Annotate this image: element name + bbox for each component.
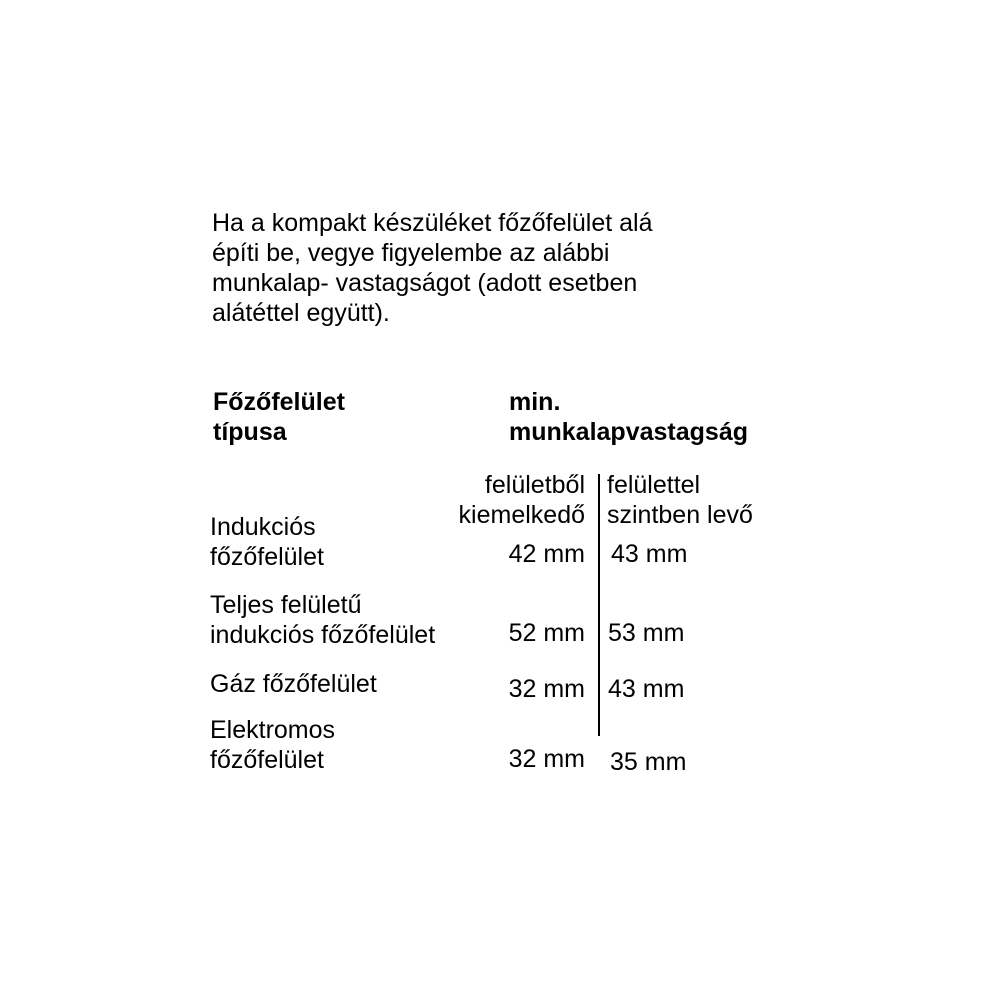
intro-paragraph (212, 208, 772, 328)
header-min-thickness: min. munkalapvastagság (509, 388, 748, 446)
row-raised-value: 52 mm (508, 619, 585, 647)
row-type-electric: Elektromos főzőfelület (210, 716, 336, 774)
row-raised-value: 32 mm (508, 745, 585, 773)
intro-line: építi be, vegye figyelembe az alábbi (212, 239, 610, 267)
subheader-flush: felülettel szintben levő (607, 471, 753, 529)
row-raised-value: 42 mm (508, 540, 585, 568)
column-divider (598, 474, 600, 736)
intro-line: munkalap- vastagságot (adott esetben (212, 269, 638, 297)
subheader-raised: felületből kiemelkedő (458, 471, 585, 529)
row-flush-value: 35 mm (610, 748, 687, 776)
row-flush-value: 53 mm (608, 619, 685, 647)
row-flush-value: 43 mm (611, 540, 688, 568)
row-type-induction: Indukciós főzőfelület (210, 513, 324, 571)
intro-line: Ha a kompakt készüléket főzőfelület alá (212, 209, 653, 237)
row-type-full-induction: Teljes felületű indukciós főzőfelület (210, 591, 436, 649)
row-raised-value: 32 mm (508, 675, 585, 703)
header-hob-type: Főzőfelület típusa (213, 388, 345, 446)
intro-line: alátéttel együtt). (212, 299, 390, 327)
row-flush-value: 43 mm (608, 675, 685, 703)
row-type-gas: Gáz főzőfelület (210, 670, 377, 698)
